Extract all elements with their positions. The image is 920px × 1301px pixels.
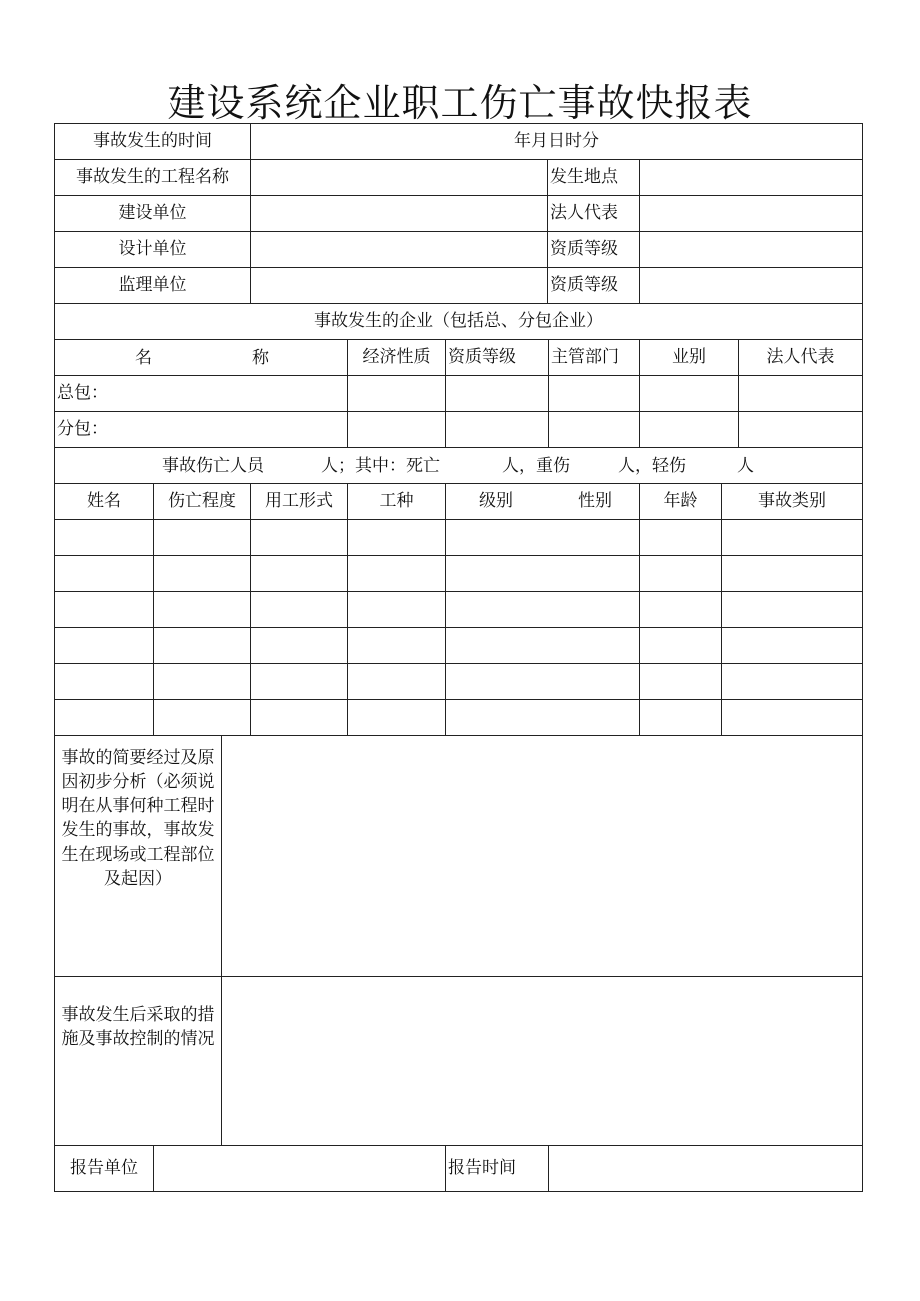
- designer-qualification-label: 资质等级: [547, 231, 640, 268]
- sub-legal-rep-field[interactable]: [738, 411, 863, 448]
- casualty-employment-form-cell[interactable]: [250, 627, 348, 664]
- casualty-name-cell[interactable]: [54, 519, 154, 556]
- sub-qualification-field[interactable]: [445, 411, 549, 448]
- location-field[interactable]: [639, 159, 863, 196]
- casualty-level-gender-cell[interactable]: [445, 663, 640, 700]
- casualty-job-type-cell[interactable]: [347, 627, 446, 664]
- sub-economic-nature-field[interactable]: [347, 411, 446, 448]
- general-contractor-label: 总包：: [54, 375, 348, 412]
- casualty-age-cell[interactable]: [639, 519, 722, 556]
- legal-rep-field[interactable]: [639, 195, 863, 232]
- casualty-summary: [54, 447, 863, 484]
- casualty-level-gender-cell[interactable]: [445, 591, 640, 628]
- casualty-accident-type-cell[interactable]: [721, 627, 863, 664]
- casualty-age-cell[interactable]: [639, 627, 722, 664]
- casualty-job-type-cell[interactable]: [347, 555, 446, 592]
- casualty-employment-form-cell[interactable]: [250, 663, 348, 700]
- general-qualification-field[interactable]: [445, 375, 549, 412]
- report-time-label: 报告时间: [445, 1145, 549, 1192]
- casualty-age-cell[interactable]: [639, 699, 722, 736]
- sub-dept-field[interactable]: [548, 411, 640, 448]
- casualty-name-cell[interactable]: [54, 663, 154, 700]
- level-header: 级别: [479, 491, 513, 511]
- casualty-job-type-cell[interactable]: [347, 591, 446, 628]
- casualty-name-cell[interactable]: [54, 627, 154, 664]
- casualty-level-gender-cell[interactable]: [445, 519, 640, 556]
- location-label: 发生地点: [547, 159, 640, 196]
- sub-industry-field[interactable]: [639, 411, 739, 448]
- designer-label: 设计单位: [54, 231, 251, 268]
- form-title: 建设系统企业职工伤亡事故快报表: [167, 81, 753, 125]
- casualty-accident-type-cell[interactable]: [721, 663, 863, 700]
- employment-form-header: 用工形式: [250, 483, 348, 520]
- casualty-unit-label: 人: [737, 456, 754, 476]
- casualty-age-cell[interactable]: [639, 555, 722, 592]
- accident-time-value[interactable]: 年月日时分: [250, 123, 863, 160]
- casualty-accident-type-cell[interactable]: [721, 591, 863, 628]
- builder-field[interactable]: [250, 195, 548, 232]
- general-dept-field[interactable]: [548, 375, 640, 412]
- casualty-injury-degree-cell[interactable]: [153, 663, 251, 700]
- casualty-employment-form-cell[interactable]: [250, 699, 348, 736]
- report-time-field[interactable]: [548, 1145, 863, 1192]
- enterprise-qualification-header: 资质等级: [445, 339, 549, 376]
- enterprise-section-title: 事故发生的企业（包括总、分包企业）: [54, 303, 863, 340]
- accident-type-header: 事故类别: [721, 483, 863, 520]
- general-industry-field[interactable]: [639, 375, 739, 412]
- measures-field[interactable]: [221, 976, 863, 1146]
- accident-process-field[interactable]: [221, 735, 863, 977]
- casualty-name-cell[interactable]: [54, 591, 154, 628]
- name-header: 姓名: [54, 483, 154, 520]
- supervisor-qualification-field[interactable]: [639, 267, 863, 304]
- casualty-job-type-cell[interactable]: [347, 519, 446, 556]
- measures-label: 事故发生后采取的措施及事故控制的情况: [54, 976, 222, 1146]
- project-name-field[interactable]: [250, 159, 548, 196]
- casualty-employment-form-cell[interactable]: [250, 591, 348, 628]
- casualty-job-type-cell[interactable]: [347, 663, 446, 700]
- general-economic-nature-field[interactable]: [347, 375, 446, 412]
- casualty-minor-label: 人，轻伤: [618, 456, 686, 476]
- subcontractor-label: 分包：: [54, 411, 348, 448]
- casualty-name-cell[interactable]: [54, 699, 154, 736]
- casualty-age-cell[interactable]: [639, 591, 722, 628]
- casualty-total-label: 事故伤亡人员: [162, 456, 264, 476]
- designer-qualification-field[interactable]: [639, 231, 863, 268]
- casualty-injury-degree-cell[interactable]: [153, 555, 251, 592]
- casualty-serious-label: 人，重伤: [502, 456, 570, 476]
- casualty-employment-form-cell[interactable]: [250, 555, 348, 592]
- builder-label: 建设单位: [54, 195, 251, 232]
- legal-rep-label: 法人代表: [547, 195, 640, 232]
- gender-header: 性别: [578, 491, 612, 511]
- casualty-job-type-cell[interactable]: [347, 699, 446, 736]
- casualty-accident-type-cell[interactable]: [721, 519, 863, 556]
- report-unit-field[interactable]: [153, 1145, 446, 1192]
- industry-header: 业别: [639, 339, 739, 376]
- enterprise-name-header-part1: 名: [135, 348, 152, 368]
- casualty-death-label: 人；其中：死亡: [321, 456, 440, 476]
- supervisor-label: 监理单位: [54, 267, 251, 304]
- casualty-name-cell[interactable]: [54, 555, 154, 592]
- competent-dept-header: 主管部门: [548, 339, 640, 376]
- casualty-accident-type-cell[interactable]: [721, 699, 863, 736]
- accident-time-label: 事故发生的时间: [54, 123, 251, 160]
- casualty-level-gender-cell[interactable]: [445, 699, 640, 736]
- accident-report-form: [55, 124, 863, 1192]
- age-header: 年龄: [639, 483, 722, 520]
- general-legal-rep-field[interactable]: [738, 375, 863, 412]
- project-name-label: 事故发生的工程名称: [54, 159, 251, 196]
- casualty-injury-degree-cell[interactable]: [153, 627, 251, 664]
- casualty-accident-type-cell[interactable]: [721, 555, 863, 592]
- accident-process-label: 事故的简要经过及原因初步分析（必须说明在从事何种工程时发生的事故，事故发生在现场或工程部位及起因）: [54, 735, 222, 977]
- report-unit-label: 报告单位: [54, 1145, 154, 1192]
- casualty-age-cell[interactable]: [639, 663, 722, 700]
- enterprise-legal-rep-header: 法人代表: [738, 339, 863, 376]
- enterprise-name-header-part2: 称: [252, 348, 269, 368]
- enterprise-name-header: [54, 339, 348, 376]
- designer-field[interactable]: [250, 231, 548, 268]
- level-gender-header: [445, 483, 640, 520]
- casualty-level-gender-cell[interactable]: [445, 627, 640, 664]
- casualty-injury-degree-cell[interactable]: [153, 699, 251, 736]
- job-type-header: 工种: [347, 483, 446, 520]
- casualty-injury-degree-cell[interactable]: [153, 519, 251, 556]
- supervisor-qualification-label: 资质等级: [547, 267, 640, 304]
- supervisor-field[interactable]: [250, 267, 548, 304]
- economic-nature-header: 经济性质: [347, 339, 446, 376]
- casualty-injury-degree-cell[interactable]: [153, 591, 251, 628]
- casualty-employment-form-cell[interactable]: [250, 519, 348, 556]
- injury-degree-header: 伤亡程度: [153, 483, 251, 520]
- casualty-level-gender-cell[interactable]: [445, 555, 640, 592]
